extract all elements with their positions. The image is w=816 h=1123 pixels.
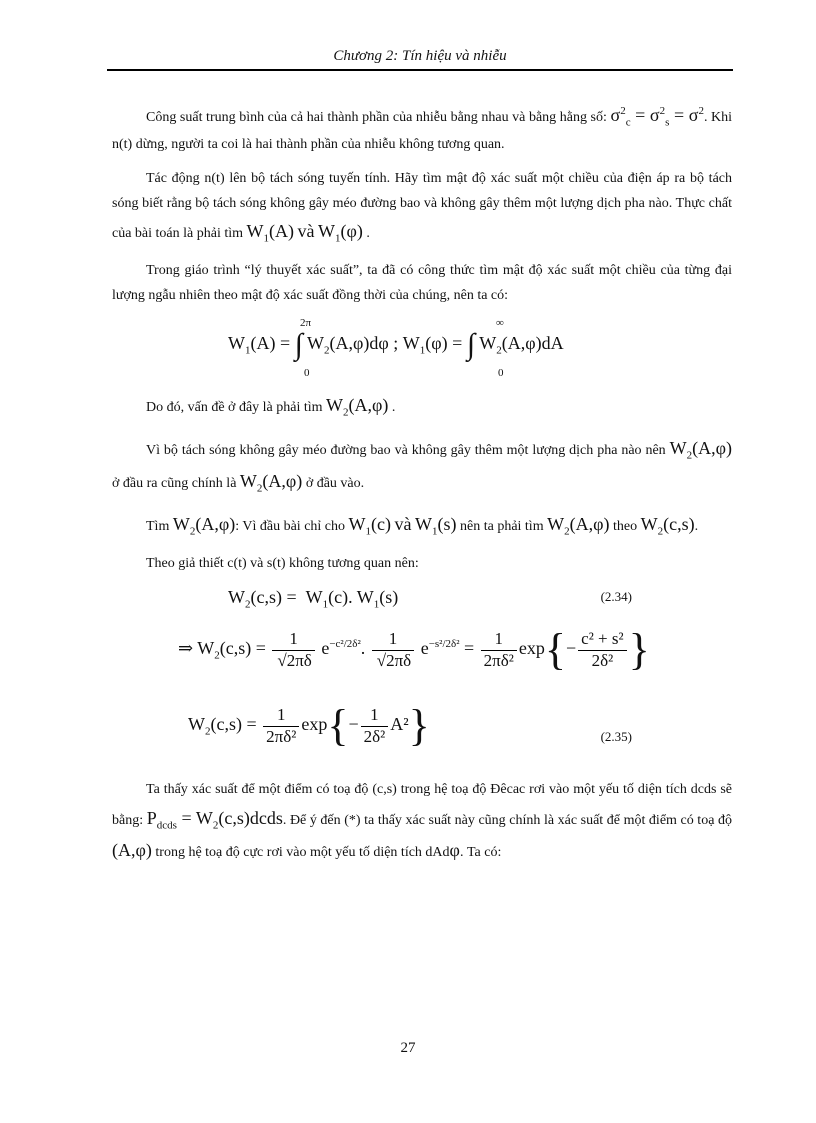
page-body bbox=[112, 100, 732, 877]
page-number: 27 bbox=[400, 1040, 416, 1056]
paragraph-4: Do đó, vấn đề ở đây là phải tìm $W_2(A,\varphi)$ . bbox=[146, 395, 396, 419]
paragraph-8: Ta thấy xác suất để một điểm có toạ độ (c,s) trong hệ toạ độ Đêcac rơi vào một yếu tố diện tích dcds sẽ bằng: $P_{dcds}$ = $W_2(c,s)dcds$. Để ý đến (*) ta thấy xác suất này cũng chính là xác suất để một điểm có toạ độ (A,φ) trong hệ toạ độ cực rơi vào một yếu tố diện tích dAdφ. Ta có: bbox=[112, 782, 732, 861]
paragraph-3: Trong giáo trình “lý thuyết xác suất”, ta đã có công thức tìm mật độ xác suất một chiều của từng đại lượng ngẫu nhiên theo mật độ xác suất đồng thời của chúng, nên ta có: bbox=[112, 263, 732, 303]
paragraph-2: Tác động n(t) lên bộ tách sóng tuyến tính. Hãy tìm mật độ xác suất một chiều của điện áp ra bộ tách sóng biết rằng bộ tách sóng không gây méo đường bao và không gây thêm một lượng dịch pha nào. Thực chất của bài toán là phải tìm $W_1(A)$ và $W_1(\varphi)$ . bbox=[112, 171, 732, 245]
page-header: Chương 2: Tín hiệu và nhiễu bbox=[333, 48, 507, 64]
paragraph-6: Tìm $W_2(A,\varphi)$: Vì đầu bài chỉ cho $W_1(c)$ và $W_1(s)$ nên ta phải tìm $W_2(A,\varphi)$ theo $W_2(c,s)$. bbox=[146, 513, 699, 538]
paragraph-7: Theo giả thiết c(t) và s(t) không tương quan nên: bbox=[146, 555, 419, 571]
integral-equations: 2π 0 ∞ 0 $W_1(A)$ = ∫ $W_2(A,\varphi)d\varphi$ ; $W_1(\varphi)$ = ∫ $W_2(A,\varphi)dA$ bbox=[228, 317, 564, 380]
sigma-equation: $\sigma^2_c = \sigma^2_s = \sigma^2$ bbox=[610, 105, 704, 129]
paragraph-1: Công suất trung bình của cả hai thành phần của nhiễu bằng nhau và bằng hằng số: $\sigma^2_c = \sigma^2_s = \sigma^2$. Khi n(t) dừng, người ta coi là hai thành phần của nhiễu không tương quan. bbox=[112, 105, 733, 152]
header-rule bbox=[107, 69, 733, 71]
equation-2-35: $W_2(c,s)$ = $\frac{1}{\text{2πδ²}}$ exp{− $\frac{1}{\text{2δ²}}$ A²} (2.35) bbox=[188, 701, 632, 751]
equation-derivation: ⇒ $W_2(c,s)$ = $\frac{1}{√2\pi\delta}$ $e^{-c^2/2\delta^2}$. $\frac{1}{√2\pi\delta}$ $e^{-s^2/2\delta^2}$ = $\frac{1}{\text{2πδ²}}$ exp{− $\frac{\text{c² + s²}}{\text{2δ²}}$ } bbox=[178, 625, 650, 675]
equation-2-34: $W_2(c,s) = W_1(c)$. $W_1(s)$ (2.34) bbox=[228, 587, 632, 611]
paragraph-5: Vì bộ tách sóng không gây méo đường bao và không gây thêm một lượng dịch pha nào nên $W_2(A,\varphi)$ ở đầu ra cũng chính là $W_2(A,\varphi)$ ở đầu vào. bbox=[112, 438, 732, 495]
